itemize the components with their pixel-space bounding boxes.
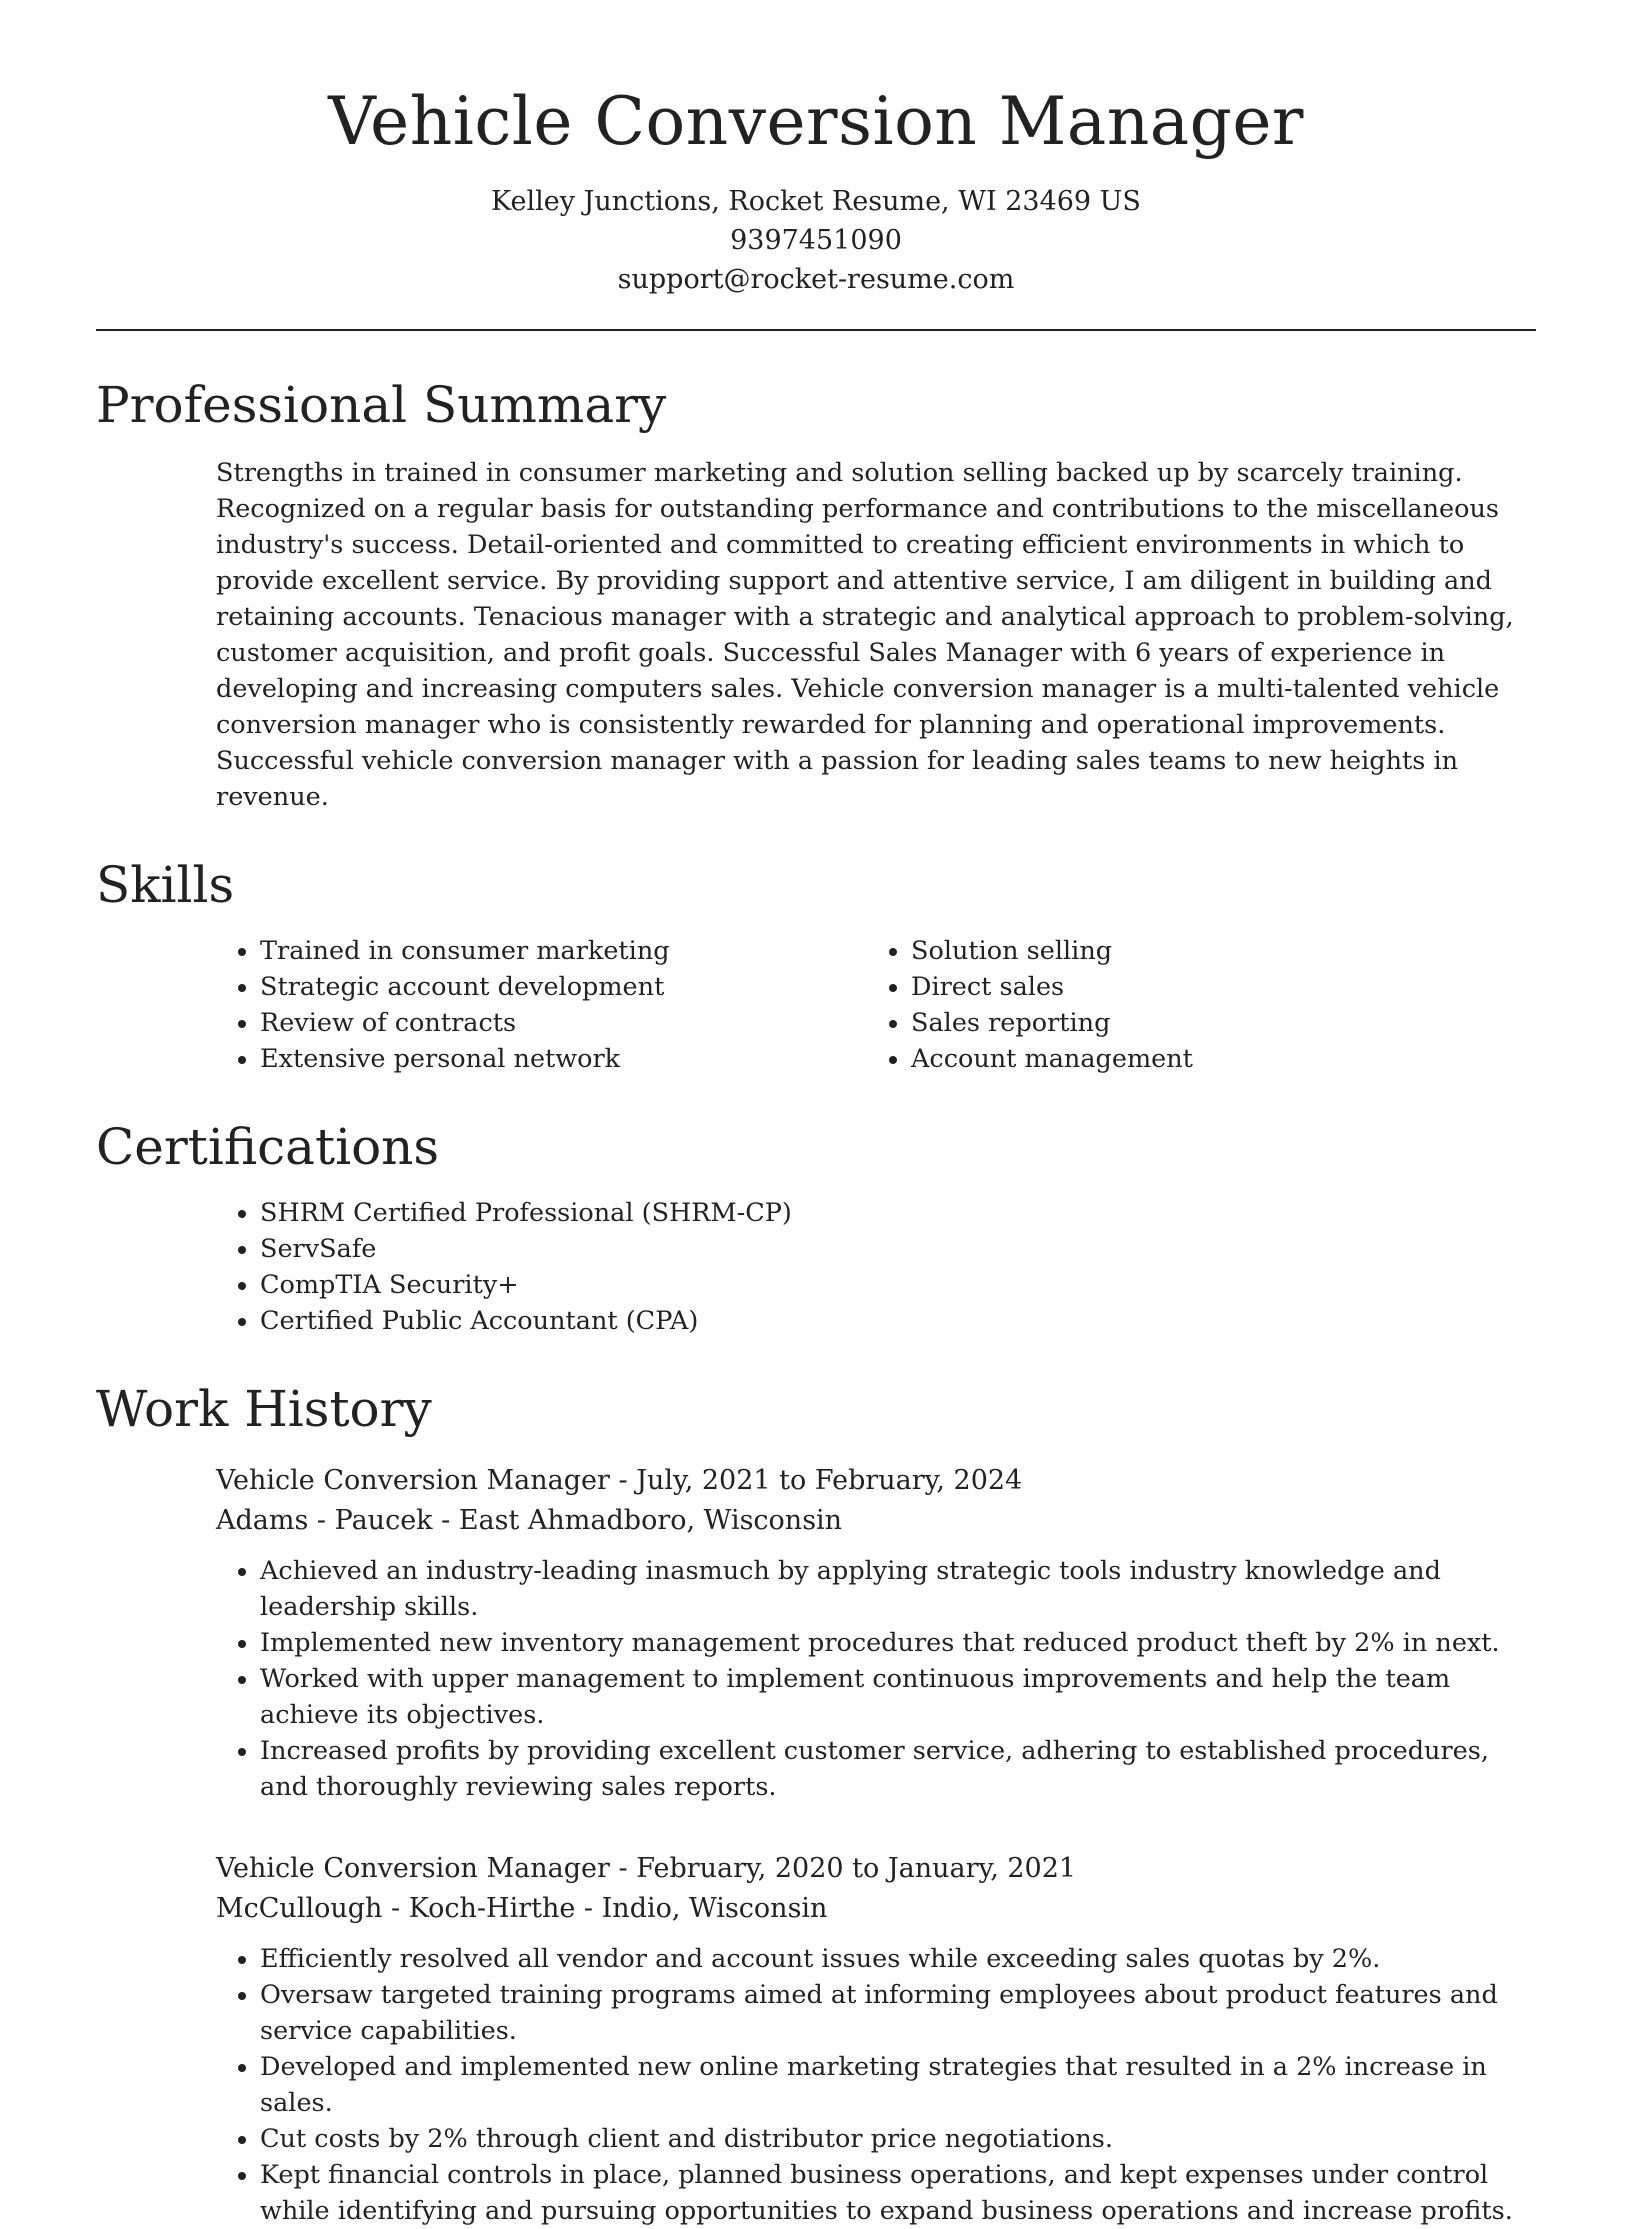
job-company: McCullough - Koch-Hirthe [216, 1892, 576, 1924]
job-title-line [216, 1849, 1536, 1889]
resume-title: Vehicle Conversion Manager [328, 83, 1304, 160]
job-title-line [216, 1461, 1536, 1501]
contact-email: support@rocket-resume.com [617, 263, 1015, 295]
job-dates: February, 2020 to January, 2021 [636, 1852, 1077, 1884]
job-separator: - [432, 1504, 459, 1536]
work-history-heading: Work History [96, 1379, 432, 1438]
work-history-section [96, 1379, 1536, 2229]
resume-header [96, 0, 1536, 299]
job-bullet: • Developed and implemented new online marketing strategies that resulted in a 2% increase in sales. [260, 2049, 1536, 2121]
job-bullet: • Efficiently resolved all vendor and account issues while exceeding sales quotas by 2%. [260, 1941, 1536, 1977]
contact-phone: 9397451090 [730, 224, 902, 256]
skill-item: • Account management [911, 1041, 1518, 1077]
job-bullet: • Worked with upper management to implement continuous improvements and help the team achieve its objectives. [260, 1661, 1536, 1733]
certifications-heading: Certifications [96, 1117, 440, 1176]
skills-heading: Skills [96, 855, 235, 914]
skills-column-left [216, 933, 867, 1077]
summary-text: Strengths in trained in consumer marketing and solution selling backed up by scarcely training. Recognized on a regular basis for outstanding performance and contributions to the miscellaneous industry's success. Detail-oriented and committed to creating efficient environments in which to provide excellent service. By providing support and attentive service, I am diligent in building and retaining accounts. Tenacious manager with a strategic and analytical approach to problem-solving, customer acquisition, and profit goals. Successful Sales Manager with 6 years of experience in developing and increasing computers sales. Vehicle conversion manager is a multi-talented vehicle conversion manager who is consistently rewarded for planning and operational improvements. Successful vehicle conversion manager with a passion for leading sales teams to new heights in revenue. [216, 457, 1514, 812]
certifications-section [96, 1117, 1536, 1339]
job-separator: - [609, 1852, 637, 1884]
certifications-list [216, 1195, 1536, 1339]
job-location: East Ahmadboro, Wisconsin [458, 1504, 843, 1536]
job-company-line [216, 1501, 1536, 1541]
job-company: Adams - Paucek [216, 1504, 433, 1536]
job-bullet: • Kept financial controls in place, planned business operations, and kept expenses under control while identifying and pursuing opportunities to expand business operations and increase profits. [260, 2157, 1536, 2229]
job-location: Indio, Wisconsin [601, 1892, 828, 1924]
job-company-line [216, 1889, 1536, 1929]
job-bullet: • Achieved an industry-leading inasmuch by applying strategic tools industry knowledge and leadership skills. [260, 1553, 1536, 1625]
summary-section [96, 375, 1536, 815]
job-entry [216, 1849, 1536, 2229]
job-bullets [216, 1553, 1536, 1805]
job-bullet: • Cut costs by 2% through client and distributor price negotiations. [260, 2121, 1536, 2157]
skill-item: • Trained in consumer marketing [260, 933, 867, 969]
skill-item: • Review of contracts [260, 1005, 867, 1041]
job-title: Vehicle Conversion Manager [216, 1852, 610, 1884]
skill-item: • Sales reporting [911, 1005, 1518, 1041]
job-bullet: • Increased profits by providing excellent customer service, adhering to established procedures, and thoroughly reviewing sales reports. [260, 1733, 1536, 1805]
job-separator: - [609, 1464, 637, 1496]
certification-item: • ServSafe [260, 1231, 1536, 1267]
skills-grid [216, 933, 1536, 1077]
job-title: Vehicle Conversion Manager [216, 1464, 610, 1496]
job-bullet: • Implemented new inventory management procedures that reduced product theft by 2% in next. [260, 1625, 1536, 1661]
skill-item: • Extensive personal network [260, 1041, 867, 1077]
certification-item: • CompTIA Security+ [260, 1267, 1536, 1303]
certification-item: • Certified Public Accountant (CPA) [260, 1303, 1536, 1339]
job-bullet: • Oversaw targeted training programs aimed at informing employees about product features and service capabilities. [260, 1977, 1536, 2049]
header-divider [96, 329, 1536, 331]
summary-heading: Professional Summary [96, 375, 667, 434]
contact-address: Kelley Junctions, Rocket Resume, WI 23469 US [491, 185, 1141, 217]
skills-column-right [867, 933, 1518, 1077]
skills-section [96, 855, 1536, 1077]
job-dates: July, 2021 to February, 2024 [636, 1464, 1023, 1496]
skill-item: • Strategic account development [260, 969, 867, 1005]
job-bullets [216, 1941, 1536, 2229]
skill-item: • Direct sales [911, 969, 1518, 1005]
job-entry [216, 1461, 1536, 1805]
skill-item: • Solution selling [911, 933, 1518, 969]
certification-item: • SHRM Certified Professional (SHRM-CP) [260, 1195, 1536, 1231]
job-separator: - [575, 1892, 602, 1924]
